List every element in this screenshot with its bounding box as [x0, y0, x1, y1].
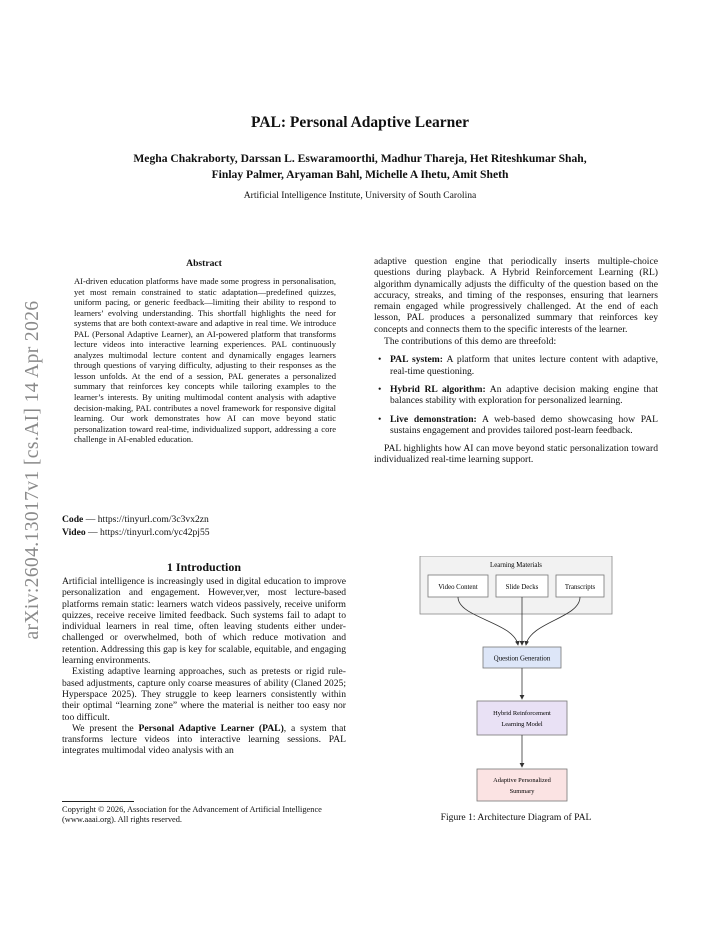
code-label: Code — [62, 514, 84, 525]
right-paragraph-3: PAL highlights how AI can move beyond static personalization toward individualized real-time learning support. — [374, 443, 658, 466]
transcripts-label: Transcripts — [564, 584, 596, 591]
slide-decks-label: Slide Decks — [505, 584, 539, 591]
contribution-title: Hybrid RL algorithm: — [390, 383, 486, 395]
intro-p3-post: , a system that transforms lecture videos into interactive learning sessions. PAL integrates multimodal video analysis with an — [62, 722, 347, 757]
resource-links — [62, 513, 346, 540]
contribution-item — [374, 354, 658, 377]
code-separator: — — [85, 514, 96, 525]
intro-p3-pre: We present the — [72, 722, 139, 734]
abstract-heading: Abstract — [186, 258, 222, 269]
summary-label-line2: Summary — [509, 788, 535, 795]
affiliation: Artificial Intelligence Institute, University of South Carolina — [243, 190, 477, 201]
architecture-diagram — [374, 556, 658, 814]
contribution-text: A platform that unites lecture content with adaptive, real-time questioning. — [390, 354, 658, 377]
summary-label-line1: Adaptive Personalized — [493, 777, 551, 784]
contribution-item — [374, 384, 658, 407]
video-label: Video — [62, 527, 86, 539]
right-paragraph-1: adaptive question engine that periodically inserts multiple-choice questions during playback. A Hybrid Reinforcement Learning (RL) algorithm dynamically adjusts the difficulty of the question based on the accuracy, streaks, and timing of the responses, ensuring that learners remain engaged while progressively challenged. At the end of each lesson, PAL produces a personalized summary that reinforces key concepts and connects them to the specific interests of the learner. — [374, 256, 658, 335]
hybrid-rl-box — [477, 701, 567, 735]
footnote-rule — [62, 801, 134, 802]
learning-materials-label: Learning Materials — [490, 562, 542, 569]
contributions-list — [374, 354, 658, 436]
author-list — [60, 151, 660, 183]
hybrid-rl-label-line1: Hybrid Reinforcement — [493, 710, 551, 717]
video-link-row — [62, 526, 346, 539]
contribution-text: An adaptive decision making engine that balances stability with exploration for personalized learning. — [390, 383, 658, 407]
contribution-text: A web-based demo showcasing how PAL sustains engagement and provides tailored post-learn feedback. — [390, 413, 658, 436]
question-generation-label: Question Generation — [493, 655, 551, 663]
figure-caption: Figure 1: Architecture Diagram of PAL — [440, 812, 592, 823]
arxiv-stamp-text: arXiv:2604.13017v1 [cs.AI] 14 Apr 2026 — [22, 300, 43, 640]
right-column-text — [374, 256, 658, 466]
code-link[interactable]: https://tinyurl.com/3c3vx2zn — [97, 514, 209, 525]
video-separator: — — [88, 527, 98, 539]
summary-box — [477, 769, 567, 801]
video-content-label: Video Content — [438, 584, 478, 591]
video-link[interactable]: https://tinyurl.com/yc42pj55 — [100, 527, 210, 539]
abstract-text: AI-driven education platforms have made some progress in personalisation, yet most remain constrained to static adaptation—predefined quizzes, uniform pacing, or generic feedback—limiting their ability to respond to learners’ evolving understanding. This shortfall highlights the need for systems that are both context-aware and adaptive in real time. We introduce PAL (Personal Adaptive Learner), an AI-powered platform that transforms lecture videos into interactive learning experiences. PAL continuously analyzes multimodal lecture content and dynamically engages learners through questions of varying difficulty, adjusting to their responses as the lesson unfolds. At the end of a session, PAL generates a personalized summary that reinforces key concepts while tailoring examples to the learner’s interests. By uniting multimodal content analysis with adaptive decision-making, PAL contributes a novel framework for responsive digital learning. Our work demonstrates how AI can move beyond static personalization toward real-time, individualized support, addressing a core challenge in AI-enabled education. — [74, 276, 336, 445]
intro-paragraph-3 — [62, 723, 346, 757]
intro-p3-bold: Personal Adaptive Learner (PAL) — [138, 722, 284, 734]
contribution-title: Live demonstration: — [390, 413, 477, 425]
code-link-row — [62, 513, 346, 526]
copyright-notice: Copyright © 2026, Association for the Advancement of Artificial Intelligence (www.aaai.org). All rights reserved. — [62, 805, 322, 825]
authors-line-2: Finlay Palmer, Aryaman Bahl, Michelle A Ihetu, Amit Sheth — [211, 168, 509, 181]
right-paragraph-2: The contributions of this demo are threefold: — [384, 336, 557, 348]
paper-title: PAL: Personal Adaptive Learner — [251, 114, 469, 131]
section-heading-introduction: 1 Introduction — [166, 560, 242, 574]
hybrid-rl-label-line2: Learning Model — [501, 721, 543, 728]
authors-line-1: Megha Chakraborty, Darssan L. Eswaramoorthi, Madhur Thareja, Het Riteshkumar Shah, — [133, 152, 587, 165]
introduction-text — [62, 576, 346, 757]
intro-paragraph-2: Existing adaptive learning approaches, such as pretests or rigid rule-based adjustments, capture only coarse measures of ability (Claned 2025; Hyperspace 2025). They struggle to keep learners consistently within their optimal “learning zone” where the material is neither too easy nor too difficult. — [62, 666, 346, 723]
contribution-title: PAL system: — [390, 354, 443, 366]
contribution-item — [374, 414, 658, 437]
intro-paragraph-1: Artificial intelligence is increasingly used in digital education to improve personalization and engagement. However,ver, most lecture-based platforms remain static: learners watch videos passively, receive uniform quizzes, receive receive limited feedback. Such systems fail to adapt to individual learners in real time, often leaving students either under-challenged or overwhelmed, both of which reduce motivation and retention. Addressing this gap is key for scalable, equitable, and engaging learning environments. — [62, 576, 346, 667]
arxiv-stamp — [18, 260, 48, 680]
